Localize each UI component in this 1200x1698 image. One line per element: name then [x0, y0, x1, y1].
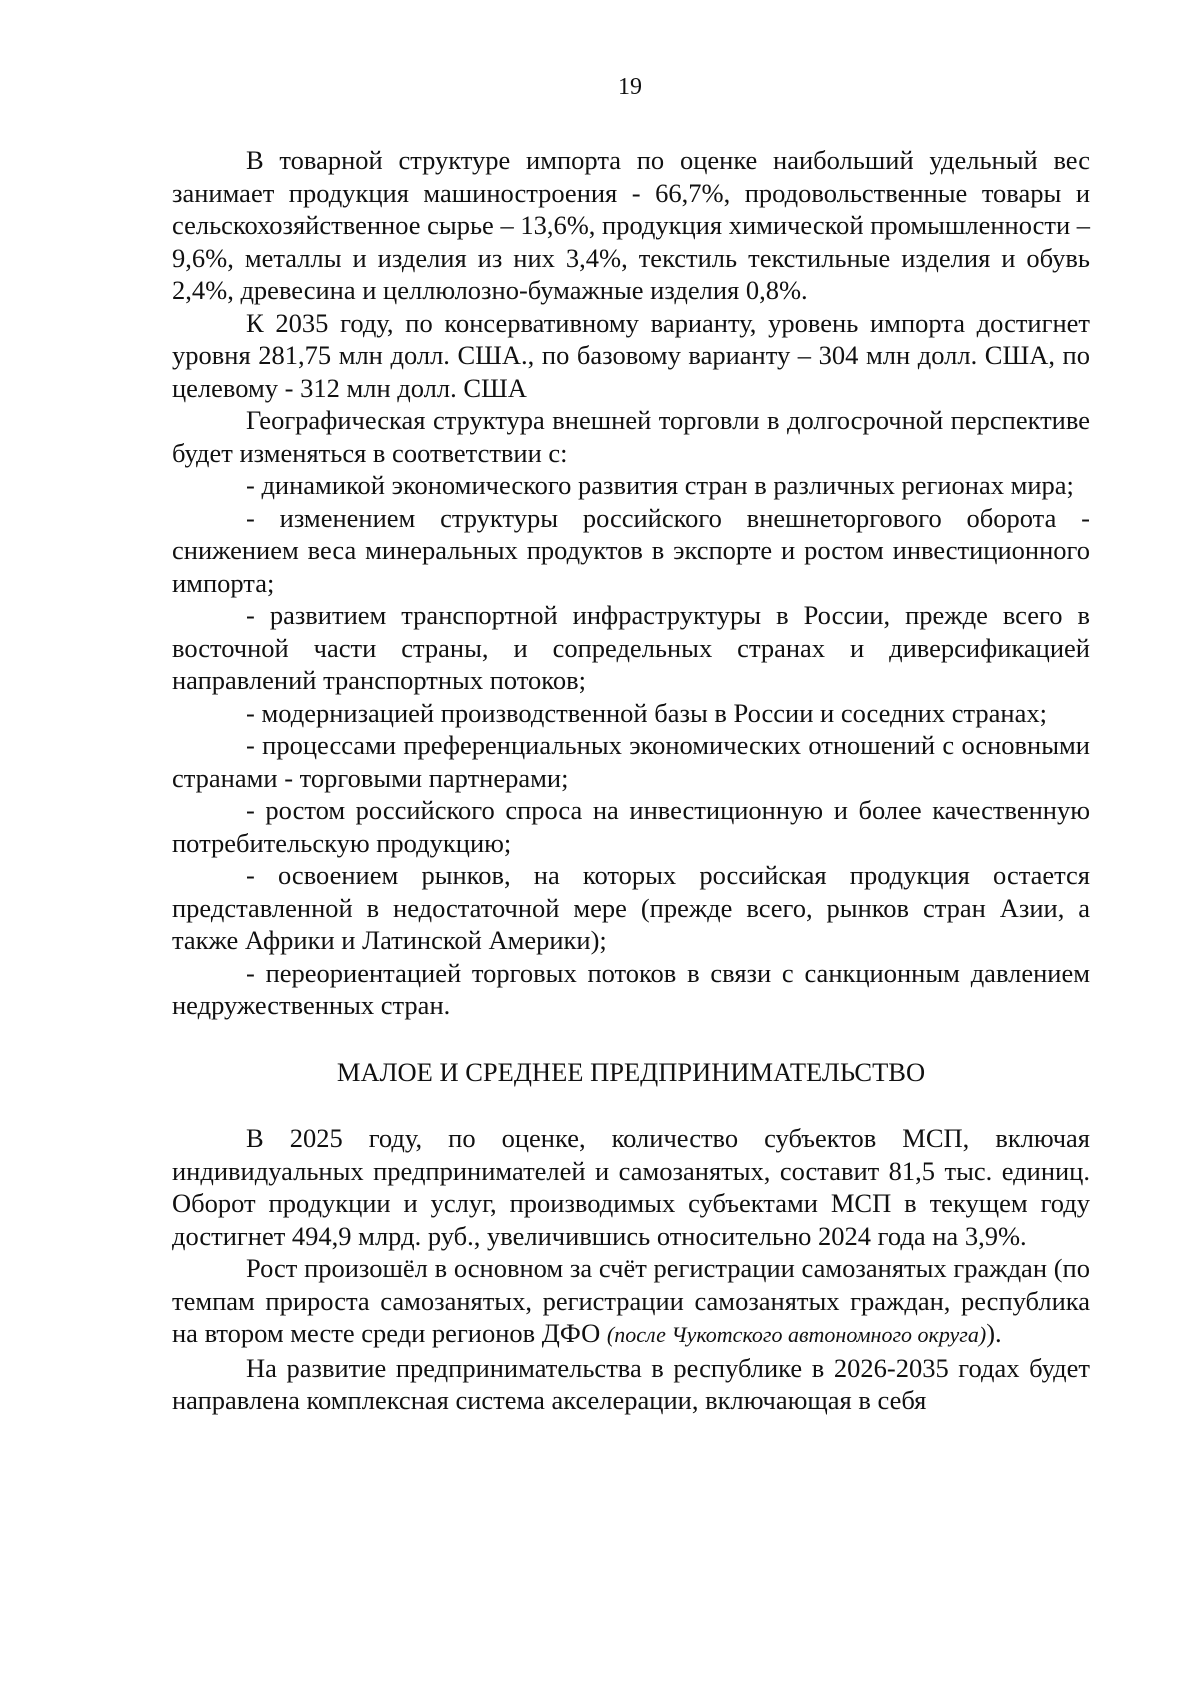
list-item: - процессами преференциальных экономических отношений с основными странами - торговыми партнерами; — [172, 730, 1090, 793]
list-item: - переориентацией торговых потоков в связи с санкционным давлением недружественных стран. — [172, 957, 1090, 1020]
paragraph-text: Рост произошёл в основном за счёт регистрации самозанятых граждан (по темпам прироста самозанятых, регистрации самозанятых граждан, республика на втором месте среди регионов ДФО — [172, 1253, 1090, 1348]
document-body — [172, 144, 1090, 1417]
paragraph: К 2035 году, по консервативному варианту, уровень импорта достигнет уровня 281,75 млн долл. США., по базовому варианту – 304 млн долл. США, по целевому - 312 млн долл. США — [172, 307, 1090, 403]
list-item: - изменением структуры российского внешнеторгового оборота - снижением веса минеральных продуктов в экспорте и ростом инвестиционного импорта; — [172, 502, 1090, 598]
list-item: - модернизацией производственной базы в России и соседних странах; — [246, 697, 1047, 728]
paragraph-end: ). — [986, 1318, 1002, 1348]
page-number: 19 — [618, 74, 642, 100]
paragraph: Географическая структура внешней торговли в долгосрочной перспективе будет изменяться в соответствии с: — [172, 405, 1090, 468]
paragraph: В товарной структуре импорта по оценке наибольший удельный вес занимает продукция машиностроения - 66,7%, продовольственные товары и сельскохозяйственное сырье – 13,6%, продукция химической промышленности – 9,6%, металлы и изделия из них 3,4%, текстиль текстильные изделия и обувь 2,4%, древесина и целлюлозно-бумажные изделия 0,8%. — [172, 145, 1091, 305]
italic-note: (после Чукотского автономного округа) — [606, 1322, 987, 1347]
paragraph: В 2025 году, по оценке, количество субъектов МСП, включая индивидуальных предпринимателей и самозанятых, составит 81,5 тыс. единиц. Оборот продукции и услуг, производимых субъектами МСП в текущем году достигнет 494,9 млрд. руб., увеличившись относительно 2024 года на 3,9%. — [172, 1123, 1090, 1251]
list-item: - ростом российского спроса на инвестиционную и более качественную потребительскую продукцию; — [172, 795, 1090, 858]
list-item: - освоением рынков, на которых российская продукция остается представленной в недостаточной мере (прежде всего, рынков стран Азии, а также Африки и Латинской Америки); — [172, 860, 1090, 955]
paragraph — [172, 1252, 1090, 1352]
section-heading: МАЛОЕ И СРЕДНЕЕ ПРЕДПРИНИМАТЕЛЬСТВО — [336, 1056, 926, 1087]
list-item: - динамикой экономического развития стран в различных регионах мира; — [246, 470, 1074, 500]
list-item: - развитием транспортной инфраструктуры в России, прежде всего в восточной части страны, и сопредельных странах и диверсификацией направлений транспортных потоков; — [172, 600, 1090, 695]
paragraph: На развитие предпринимательства в республике в 2026-2035 годах будет направлена комплексная система акселерации, включающая в себя — [172, 1352, 1090, 1415]
